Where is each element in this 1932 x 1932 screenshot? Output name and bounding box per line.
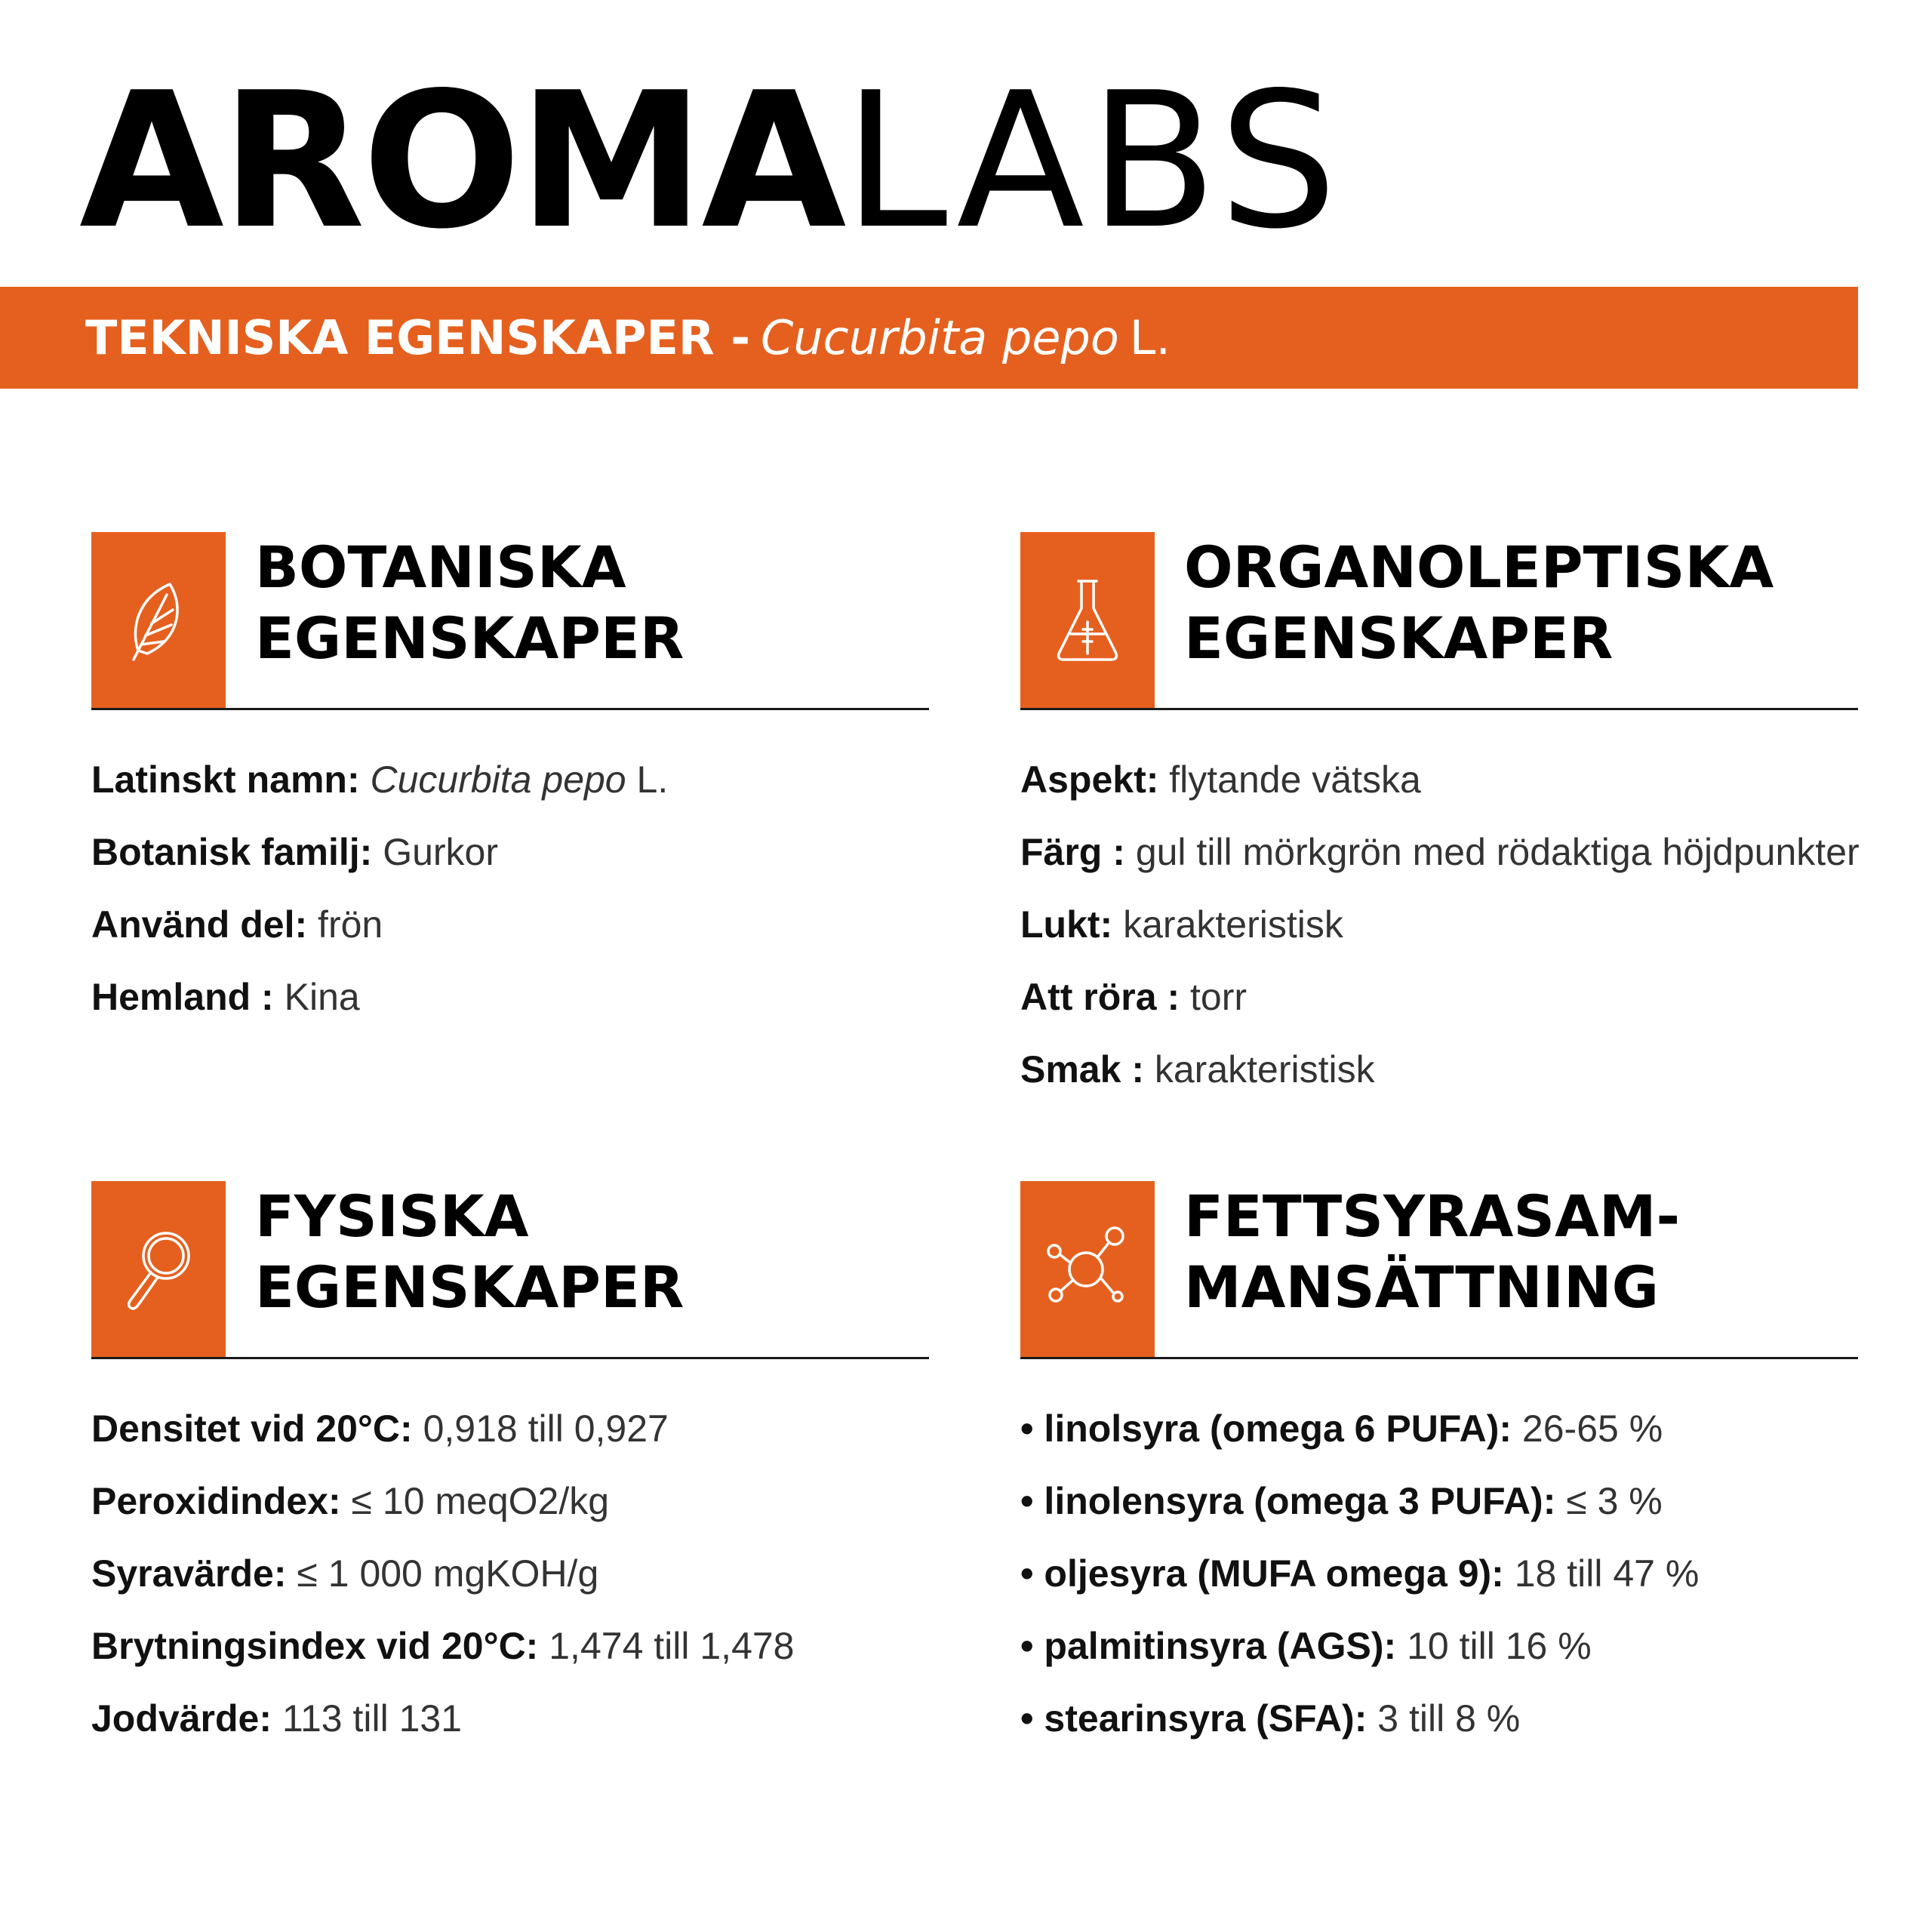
bullet: • — [1020, 1480, 1034, 1522]
list-item — [1020, 1392, 1873, 1465]
section-title-line2: EGENSKAPER — [255, 605, 685, 672]
property-value: 10 till 16 % — [1407, 1625, 1592, 1667]
property-key: Densitet vid 20°C: — [91, 1407, 413, 1450]
banner-suffix: L. — [1129, 310, 1171, 365]
property-value: 3 till 8 % — [1377, 1697, 1521, 1740]
title-banner — [0, 287, 1858, 389]
property-key: linolsyra (omega 6 PUFA): — [1044, 1407, 1512, 1450]
bullet: • — [1020, 1407, 1034, 1450]
physical-section — [91, 1181, 929, 1740]
property-list — [1020, 1392, 1873, 1755]
organoleptic-section — [1020, 532, 1860, 1091]
property-value: 26-65 % — [1521, 1407, 1663, 1450]
property-value: ≤ 10 meqO2/kg — [351, 1480, 610, 1522]
flask-icon — [1050, 575, 1125, 666]
section-title-line1: BOTANISKA — [255, 534, 626, 601]
molecule-icon — [1042, 1224, 1133, 1315]
section-title — [1184, 1181, 1680, 1323]
property-key: palmitinsyra (AGS): — [1044, 1625, 1397, 1667]
property-value: flytande vätska — [1169, 758, 1421, 801]
list-item — [1020, 1682, 1873, 1755]
logo-bold: AROMA — [79, 53, 844, 270]
icon-box — [91, 1181, 226, 1357]
section-title-line1: ORGANOLEPTISKA — [1184, 534, 1774, 601]
property-value — [371, 758, 669, 801]
property-key: linolensyra (omega 3 PUFA): — [1044, 1480, 1556, 1522]
property-value-suffix: L. — [636, 758, 669, 801]
botanical-section — [91, 532, 929, 1018]
property-row — [1020, 816, 1873, 888]
property-value: frön — [318, 903, 383, 946]
property-key: Jodvärde: — [91, 1697, 272, 1740]
bullet: • — [1020, 1697, 1034, 1740]
section-header — [1020, 532, 1858, 709]
property-row — [91, 743, 944, 816]
property-key: Latinskt namn: — [91, 758, 360, 801]
property-value-italic: Cucurbita pepo — [370, 758, 626, 801]
section-header — [1020, 1181, 1858, 1358]
property-row — [91, 1537, 944, 1610]
logo-light: LABS — [843, 53, 1343, 270]
property-row — [91, 1392, 944, 1465]
icon-box — [1020, 532, 1155, 708]
property-key: Hemland : — [91, 976, 274, 1018]
property-row — [1020, 961, 1873, 1033]
icon-box — [1020, 1181, 1155, 1357]
property-key: Använd del: — [91, 903, 308, 946]
property-value: ≤ 1 000 mgKOH/g — [297, 1552, 599, 1595]
property-value: 113 till 131 — [281, 1697, 463, 1740]
property-value: karakteristisk — [1123, 903, 1343, 946]
fatty-acid-section — [1020, 1181, 1858, 1740]
property-row — [1020, 1033, 1873, 1106]
property-key: Aspekt: — [1020, 758, 1159, 801]
section-title — [255, 532, 684, 674]
property-key: oljesyra (MUFA omega 9): — [1044, 1552, 1504, 1595]
property-value: gul till mörkgrön med rödaktiga höjdpunkter — [1135, 831, 1860, 873]
icon-box — [91, 532, 226, 708]
property-row — [91, 961, 944, 1033]
magnifier-icon — [121, 1224, 196, 1315]
property-key: Lukt: — [1020, 903, 1113, 946]
property-key: stearinsyra (SFA): — [1044, 1697, 1367, 1740]
section-title-line1: FETTSYRASAM- — [1184, 1183, 1681, 1250]
leaf-icon — [125, 575, 192, 666]
section-title-line1: FYSISKA — [255, 1183, 529, 1250]
property-value: Kina — [284, 976, 360, 1018]
property-key: Syravärde: — [91, 1552, 287, 1595]
section-title — [1184, 532, 1774, 674]
section-header — [91, 1181, 929, 1358]
property-value: ≤ 3 % — [1566, 1480, 1663, 1522]
list-item — [1020, 1537, 1873, 1610]
section-divider — [91, 708, 929, 710]
brand-logo — [79, 53, 1343, 270]
section-divider — [1020, 1357, 1858, 1359]
property-value: karakteristisk — [1154, 1048, 1375, 1091]
property-key: Brytningsindex vid 20°C: — [91, 1625, 539, 1667]
section-title-line2: MANSÄTTNING — [1184, 1254, 1660, 1321]
section-title-line2: EGENSKAPER — [1184, 605, 1614, 672]
property-row — [91, 1610, 944, 1682]
property-row — [91, 888, 944, 961]
property-key: Peroxidindex: — [91, 1480, 341, 1522]
property-value: 0,918 till 0,927 — [423, 1407, 669, 1450]
property-row — [91, 1465, 944, 1537]
property-list — [91, 1392, 944, 1755]
section-title-line2: EGENSKAPER — [255, 1254, 685, 1321]
property-list — [1020, 743, 1873, 1106]
section-divider — [1020, 708, 1858, 710]
property-row — [1020, 888, 1873, 961]
property-key: Färg : — [1020, 831, 1125, 873]
section-title — [255, 1181, 684, 1323]
property-key: Smak : — [1020, 1048, 1144, 1091]
property-key: Att röra : — [1020, 976, 1180, 1018]
section-divider — [91, 1357, 929, 1359]
banner-latin-name: Cucurbita pepo — [760, 310, 1119, 365]
property-value: 18 till 47 % — [1514, 1552, 1700, 1595]
banner-title: TEKNISKA EGENSKAPER - — [85, 310, 750, 365]
property-value: 1,474 till 1,478 — [549, 1625, 795, 1667]
property-key: Botanisk familj: — [91, 831, 373, 873]
property-list — [91, 743, 944, 1033]
list-item — [1020, 1610, 1873, 1682]
bullet: • — [1020, 1552, 1034, 1595]
property-row — [1020, 743, 1873, 816]
section-header — [91, 532, 929, 709]
property-row — [91, 1682, 944, 1755]
bullet: • — [1020, 1625, 1034, 1667]
property-value: Gurkor — [383, 831, 499, 873]
property-value: torr — [1190, 976, 1247, 1018]
list-item — [1020, 1465, 1873, 1537]
property-row — [91, 816, 944, 888]
